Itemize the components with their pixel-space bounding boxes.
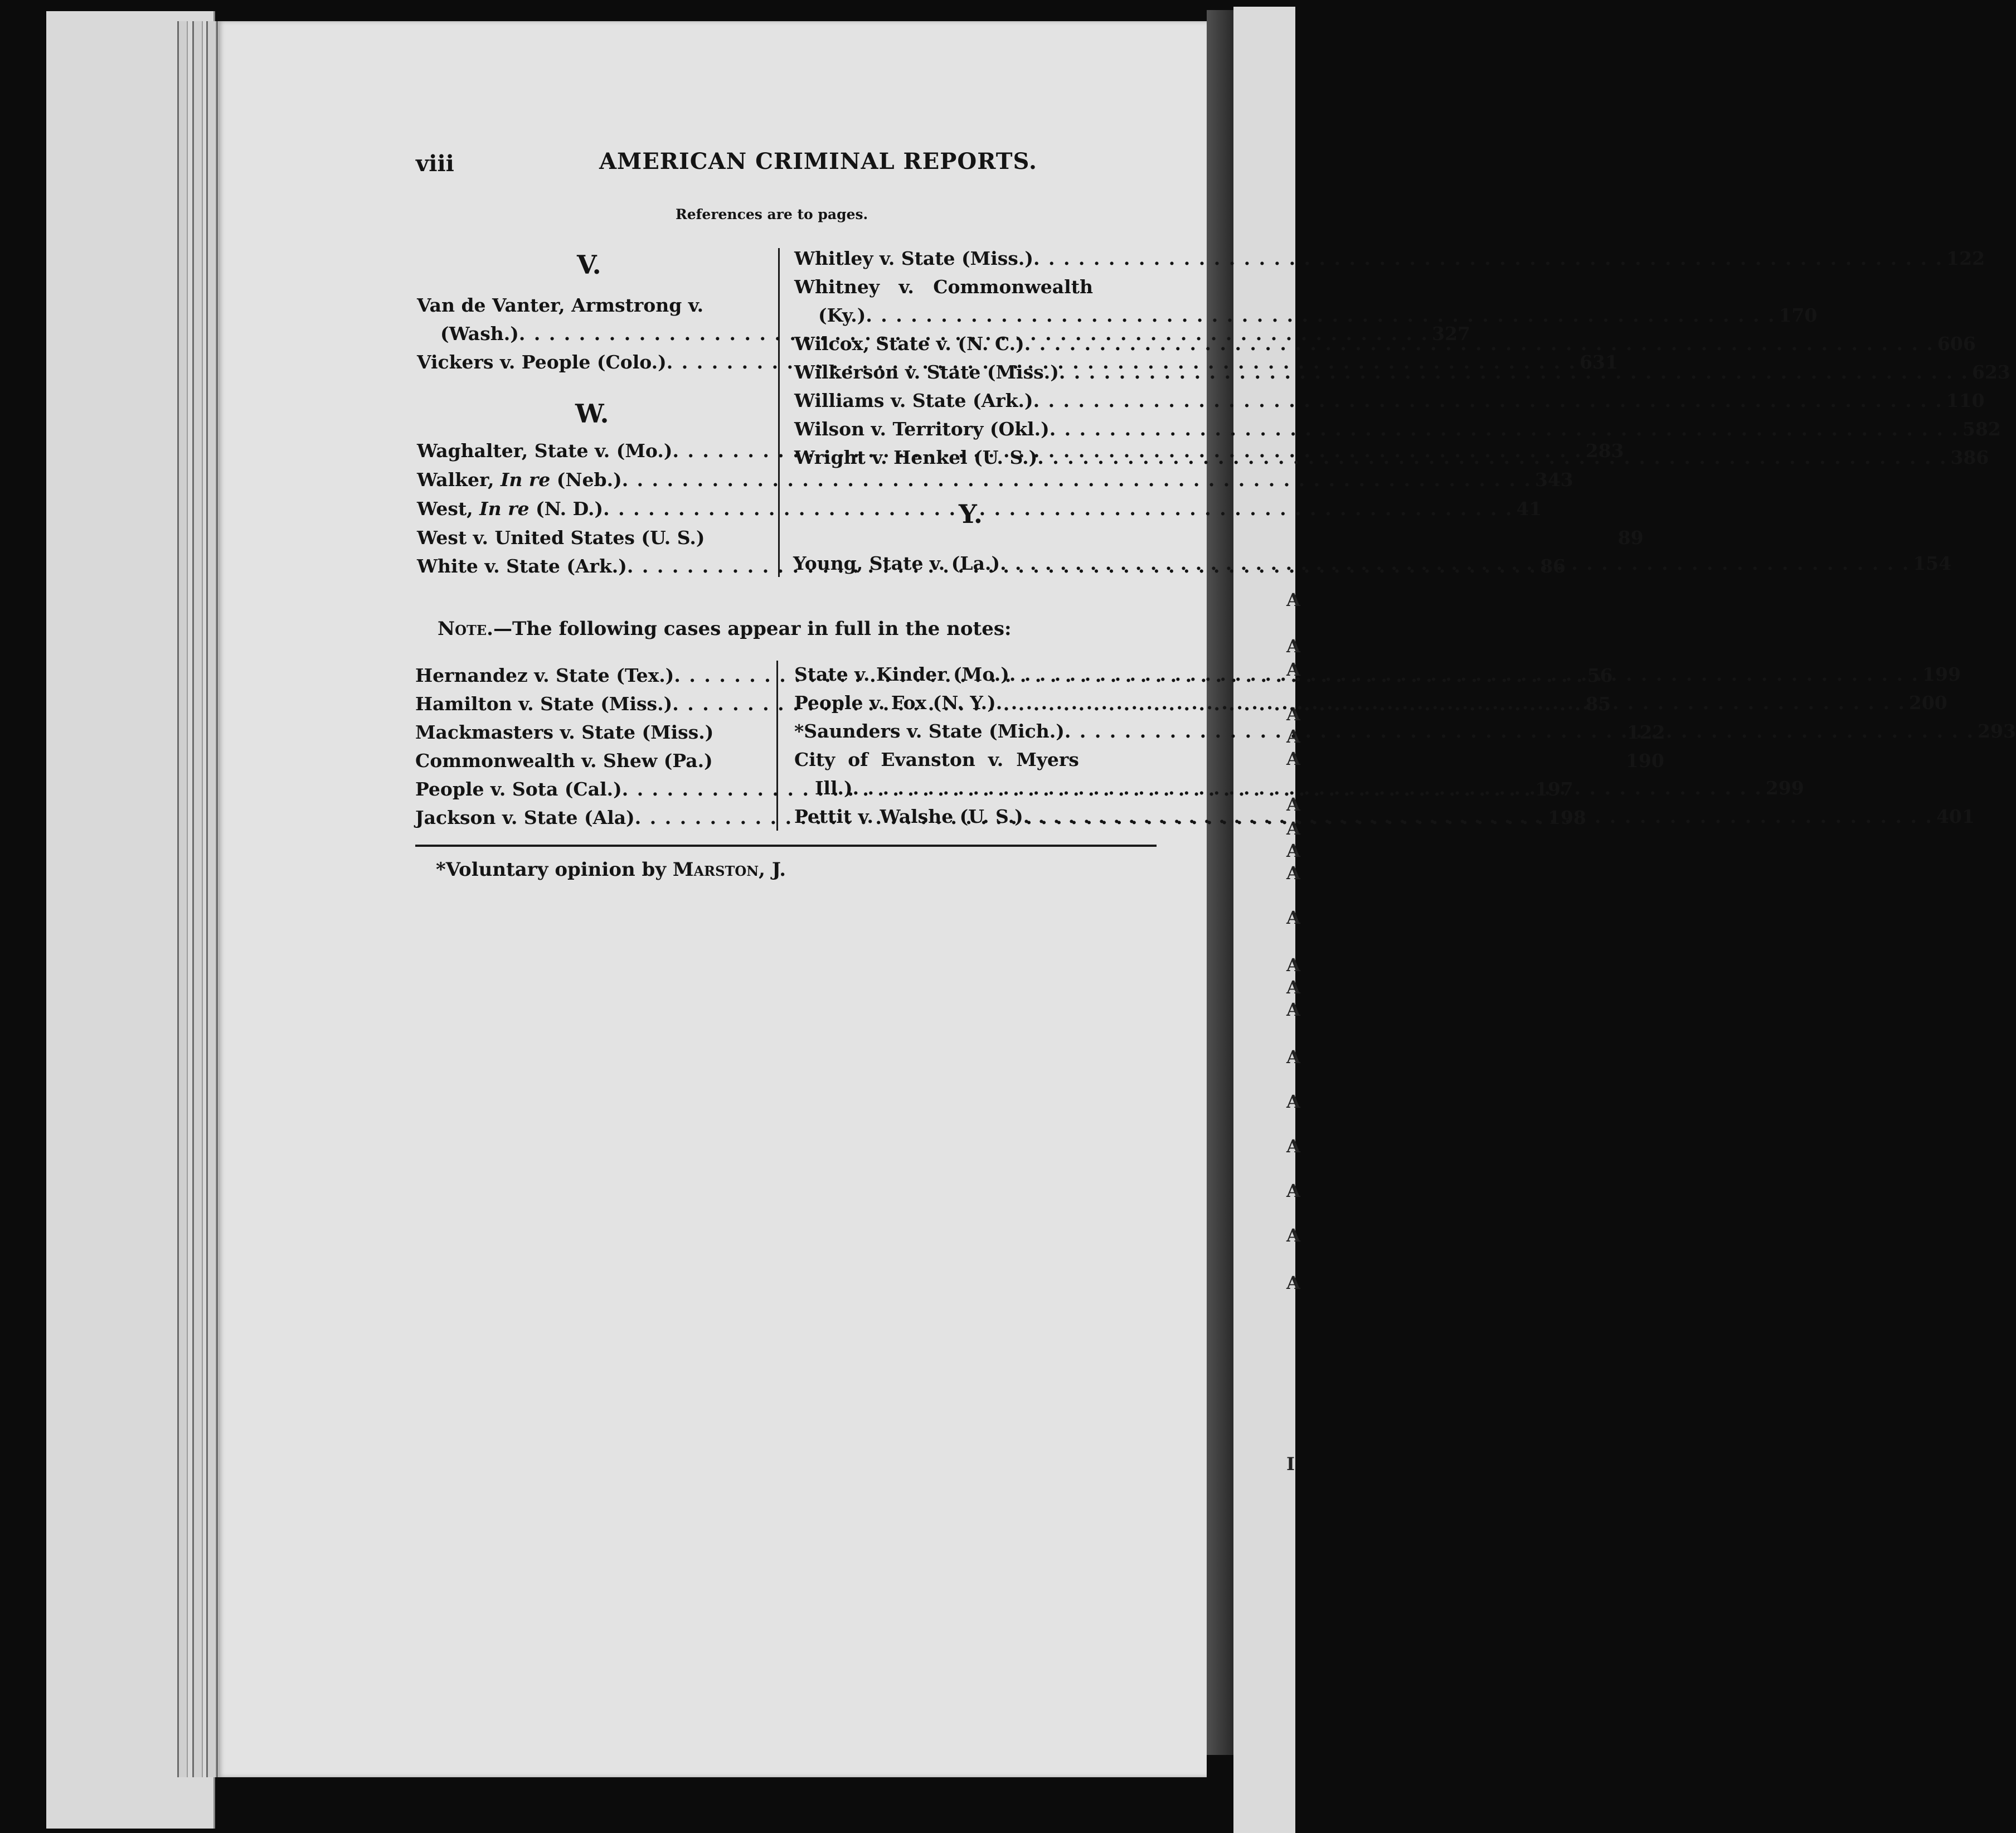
case-entry <box>794 388 1985 414</box>
case-name: Waghalter, State v. (Mo.) <box>417 440 673 462</box>
page-reference: 200 <box>1908 692 1947 714</box>
case-name: Vickers v. People (Colo.) <box>417 351 667 373</box>
case-name-part: Walker, <box>417 469 501 491</box>
facing-letter: A <box>1286 999 1300 1020</box>
page-reference: 283 <box>1585 440 1624 462</box>
section-heading-w: W. <box>575 399 609 429</box>
facing-letter: A <box>1286 977 1300 998</box>
dot-leader <box>1033 246 1943 271</box>
facing-letter: A <box>1286 907 1300 928</box>
case-name: (Ky.) <box>818 304 866 326</box>
note-text: —The following cases appear in full in the notes: <box>493 618 1012 640</box>
page-reference: 299 <box>1765 777 1804 799</box>
case-entry <box>417 467 1573 493</box>
facing-letter: A <box>1286 862 1300 884</box>
note-label: Note. <box>438 618 493 640</box>
facing-letter: A <box>1286 726 1300 747</box>
facing-letter: A <box>1286 1046 1300 1068</box>
facing-page <box>1233 7 1300 1833</box>
facing-letter: A <box>1286 1225 1300 1246</box>
page-reference: 606 <box>1937 333 1976 355</box>
case-entry-line: Van de Vanter, Armstrong v. <box>417 294 704 316</box>
dot-leader <box>1000 551 1910 576</box>
case-name: Wright v. Henkel (U. S.) <box>794 447 1038 468</box>
case-entry <box>417 525 1644 551</box>
column-divider <box>778 248 780 577</box>
facing-letter: A <box>1286 636 1300 657</box>
facing-letter: A <box>1286 1180 1300 1201</box>
facing-letter: I <box>1286 1453 1295 1475</box>
footnote-judge: Marston <box>672 859 759 881</box>
page-reference: 631 <box>1579 351 1618 373</box>
case-name: State v. Kinder (Mo.) <box>794 663 1009 685</box>
page-reference: 89 <box>1617 527 1644 549</box>
page-reference: 154 <box>1913 552 1952 574</box>
running-title: AMERICAN CRIMINAL REPORTS. <box>599 148 1037 174</box>
page-reference: 122 <box>1946 248 1985 269</box>
facing-letter: A <box>1286 794 1300 815</box>
page-reference: 293 <box>1978 720 2016 742</box>
page-edge-strip <box>192 21 203 1777</box>
page-reference: 122 <box>1626 721 1665 743</box>
page-number-roman: viii <box>416 151 454 177</box>
case-name-italic: In re <box>479 498 529 520</box>
case-name: Mackmasters v. State (Miss.) <box>415 721 714 743</box>
facing-letter: A <box>1286 840 1300 861</box>
case-name-italic: In re <box>500 469 551 491</box>
facing-letter: A <box>1286 1091 1300 1112</box>
book-edge-left <box>46 11 215 1829</box>
facing-letter: A <box>1286 1136 1300 1157</box>
dot-leader <box>1037 445 1947 471</box>
dot-leader <box>1023 804 1933 830</box>
page-reference: 198 <box>1547 807 1586 828</box>
dot-leader <box>1059 360 1969 385</box>
case-name: Hamilton v. State (Miss.) <box>415 693 673 715</box>
case-name-part: (Neb.) <box>550 469 622 491</box>
page-reference: 623 <box>1971 361 2010 383</box>
case-name: People v. Sota (Cal.) <box>415 778 622 800</box>
dot-leader <box>853 775 1762 801</box>
facing-letter: A <box>1286 748 1300 769</box>
case-entry <box>417 496 1542 522</box>
facing-letter: A <box>1286 589 1300 610</box>
page-reference: 343 <box>1534 469 1573 491</box>
footnote-suffix: , J. <box>759 859 786 881</box>
case-name: (Wash.) <box>440 323 519 345</box>
case-name: *Saunders v. State (Mich.) <box>794 720 1065 742</box>
case-entry-line: Whitney v. Commonwealth <box>794 276 1093 298</box>
case-name: Young, State v. (La.) <box>793 552 1000 574</box>
page-reference: 197 <box>1534 778 1573 800</box>
case-name <box>417 467 622 493</box>
page-reference: 401 <box>1936 806 1975 827</box>
section-heading-v: V. <box>577 250 601 280</box>
footnote <box>436 859 786 881</box>
dot-leader <box>1009 662 1919 687</box>
case-name: Ill.) <box>815 777 853 799</box>
case-entry <box>818 303 1818 328</box>
case-name: Hernandez v. State (Tex.) <box>415 665 674 686</box>
case-name-part: West, <box>417 498 480 520</box>
page-edge-strip <box>177 21 188 1777</box>
case-name: Commonwealth v. Shew (Pa.) <box>415 750 713 772</box>
facing-letter: A <box>1286 704 1300 725</box>
case-name: Wilkerson v. State (Miss.) <box>794 361 1059 383</box>
footnote-rule <box>415 845 1157 847</box>
page-reference: 41 <box>1516 498 1542 520</box>
case-name: Pettit v. Walshe (U. S.) <box>794 806 1023 827</box>
dot-leader <box>1024 331 1934 357</box>
page-reference: 170 <box>1779 304 1818 326</box>
note-case-entry-line: City of Evanston v. Myers <box>794 749 1079 770</box>
case-name-part: (N. D.) <box>529 498 604 520</box>
case-name: White v. State (Ark.) <box>417 555 627 577</box>
facing-letter: A <box>1286 659 1300 680</box>
dot-leader <box>622 467 1532 493</box>
page-reference: 190 <box>1625 750 1664 772</box>
note-line <box>438 618 1012 640</box>
case-name <box>417 496 603 522</box>
references-note: References are to pages. <box>676 206 868 222</box>
section-heading-y: Y. <box>959 499 983 529</box>
facing-letter: A <box>1286 954 1300 976</box>
case-name: Whitley v. State (Miss.) <box>794 248 1033 269</box>
case-name: Wilcox, State v. (N. C.) <box>794 333 1024 355</box>
dot-leader <box>1033 388 1943 414</box>
case-name: Jackson v. State (Ala) <box>415 807 635 828</box>
dot-leader <box>1050 416 1959 442</box>
page-reference: 86 <box>1540 555 1566 577</box>
page-reference: 582 <box>1962 418 2001 440</box>
case-name: Wilson v. Territory (Okl.) <box>794 418 1050 440</box>
footnote-prefix: *Voluntary opinion by <box>436 859 673 881</box>
case-name: Williams v. State (Ark.) <box>794 390 1033 411</box>
case-entry <box>794 246 1985 271</box>
page-reference: 56 <box>1587 665 1613 686</box>
page-reference: 85 <box>1585 693 1611 715</box>
dot-leader <box>866 303 1775 328</box>
case-name: People v. Fox (N. Y.) <box>794 692 996 714</box>
facing-letter: A <box>1286 818 1300 839</box>
dot-leader <box>1065 719 1974 744</box>
case-entry <box>794 416 2001 442</box>
binding-shadow <box>1207 10 1233 1755</box>
page-edge-strip <box>206 21 217 1777</box>
page-reference: 110 <box>1946 390 1985 411</box>
dot-leader <box>996 690 1906 716</box>
page-reference: 386 <box>1950 447 1989 468</box>
page-reference: 199 <box>1922 663 1961 685</box>
facing-letter: A <box>1286 1272 1300 1293</box>
page-reference: 327 <box>1432 323 1470 345</box>
dot-leader <box>603 496 1513 522</box>
case-name: West v. United States (U. S.) <box>417 527 705 549</box>
